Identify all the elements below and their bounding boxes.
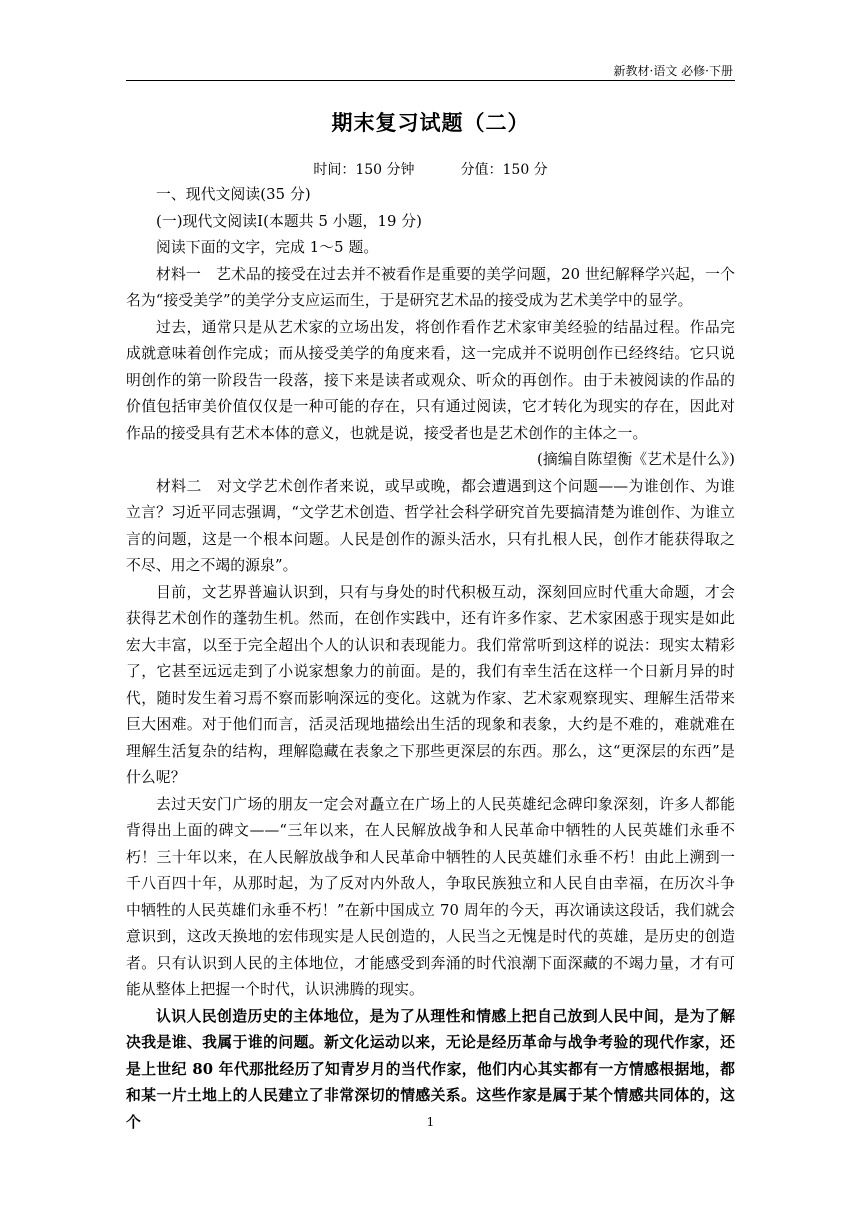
material-two-paragraph-4: 认识人民创造历史的主体地位，是为了从理性和情感上把自己放到人民中间，是为了解决我是谁、我属于谁的问题。新文化运动以来，无论是经历革命与战争考验的现代作家，还是上世纪 80 年代那批经历了知青岁月的当代作家，他们内心其实都有一方情感根据地，都和某一片土地上的人民建立了非常深切的情感关系。这些作家是属于某个情感共同体的，这个	[126, 1007, 735, 1131]
material-one-paragraph: 材料一 艺术品的接受在过去并不被看作是重要的美学问题，20 世纪解释学兴起，一个名为“接受美学”的美学分支应运而生，于是研究艺术品的接受成为艺术美学中的显学。	[126, 265, 735, 309]
material-two-paragraph-2: 目前，文艺界普遍认识到，只有与身处的时代积极互动，深刻回应时代重大命题，才会获得艺术创作的蓬勃生机。然而，在创作实践中，还有许多作家、艺术家困惑于现实是如此宏大丰富，以至于完全超出个人的认识和表现能力。我们常常听到这样的说法：现实太精彩了，它甚至远远走到了小说家想象力的前面。是的，我们有幸生活在这样一个日新月异的时代，随时发生着习焉不察而影响深远的变化。这就为作家、艺术家观察现实、理解生活带来巨大困难。对于他们而言，活灵活现地描绘出生活的现象和表象，大约是不难的，难就难在理解生活复杂的结构，理解隐藏在表象之下那些更深层的东西。那么，这“更深层的东西”是什么呢？	[126, 583, 735, 786]
exam-body	[126, 182, 735, 1136]
reading-instruction: 阅读下面的文字，完成 1～5 题。	[156, 239, 379, 256]
exam-score: 分值：150 分	[460, 162, 548, 178]
section-heading: 一、现代文阅读(35 分)	[156, 186, 311, 203]
exam-meta	[126, 158, 735, 182]
exam-time: 时间：150 分钟	[313, 162, 415, 178]
material-two-paragraph: 材料二 对文学艺术创作者来说，或早或晚，都会遭遇到这个问题——为谁创作、为谁立言？习近平同志强调，“文学艺术创造、哲学社会科学研究首先要搞清楚为谁创作、为谁立言的问题，这是一个根本问题。人民是创作的源头活水，只有扎根人民，创作才能获得取之不尽、用之不竭的源泉”。	[126, 477, 735, 574]
running-header: 新教材·语文 必修·下册	[613, 64, 733, 78]
page-number: 1	[426, 1115, 435, 1129]
header-divider	[126, 80, 735, 81]
material-two-paragraph-3: 去过天安门广场的朋友一定会对矗立在广场上的人民英雄纪念碑印象深刻，许多人都能背得出上面的碑文——“三年以来，在人民解放战争和人民革命中牺牲的人民英雄们永垂不朽！三十年以来，在人民解放战争和人民革命中牺牲的人民英雄们永垂不朽！由此上溯到一千八百四十年，从那时起，为了反对内外敌人，争取民族独立和人民自由幸福，在历次斗争中牺牲的人民英雄们永垂不朽！”在新中国成立 70 周年的今天，再次诵读这段话，我们就会意识到，这改天换地的宏伟现实是人民创造的，人民当之无愧是时代的英雄，是历史的创造者。只有认识到人民的主体地位，才能感受到奔涌的时代浪潮下面深藏的不竭力量，才有可能从整体上把握一个时代，认识沸腾的现实。	[126, 795, 735, 998]
source-citation: (摘编自陈望衡《艺术是什么》)	[536, 451, 735, 468]
subsection-heading: (一)现代文阅读Ⅰ(本题共 5 小题，19 分)	[156, 212, 423, 230]
page-title: 期末复习试题（二）	[331, 110, 530, 135]
material-one-paragraph-2: 过去，通常只是从艺术家的立场出发，将创作看作艺术家审美经验的结晶过程。作品完成就意味着创作完成；而从接受美学的角度来看，这一完成并不说明创作已经终结。它只说明创作的第一阶段告一段落，接下来是读者或观众、听众的再创作。由于未被阅读的作品的价值包括审美价值仅仅是一种可能的存在，只有通过阅读，它才转化为现实的存在，因此对作品的接受具有艺术本体的意义，也就是说，接受者也是艺术创作的主体之一。	[126, 318, 735, 442]
